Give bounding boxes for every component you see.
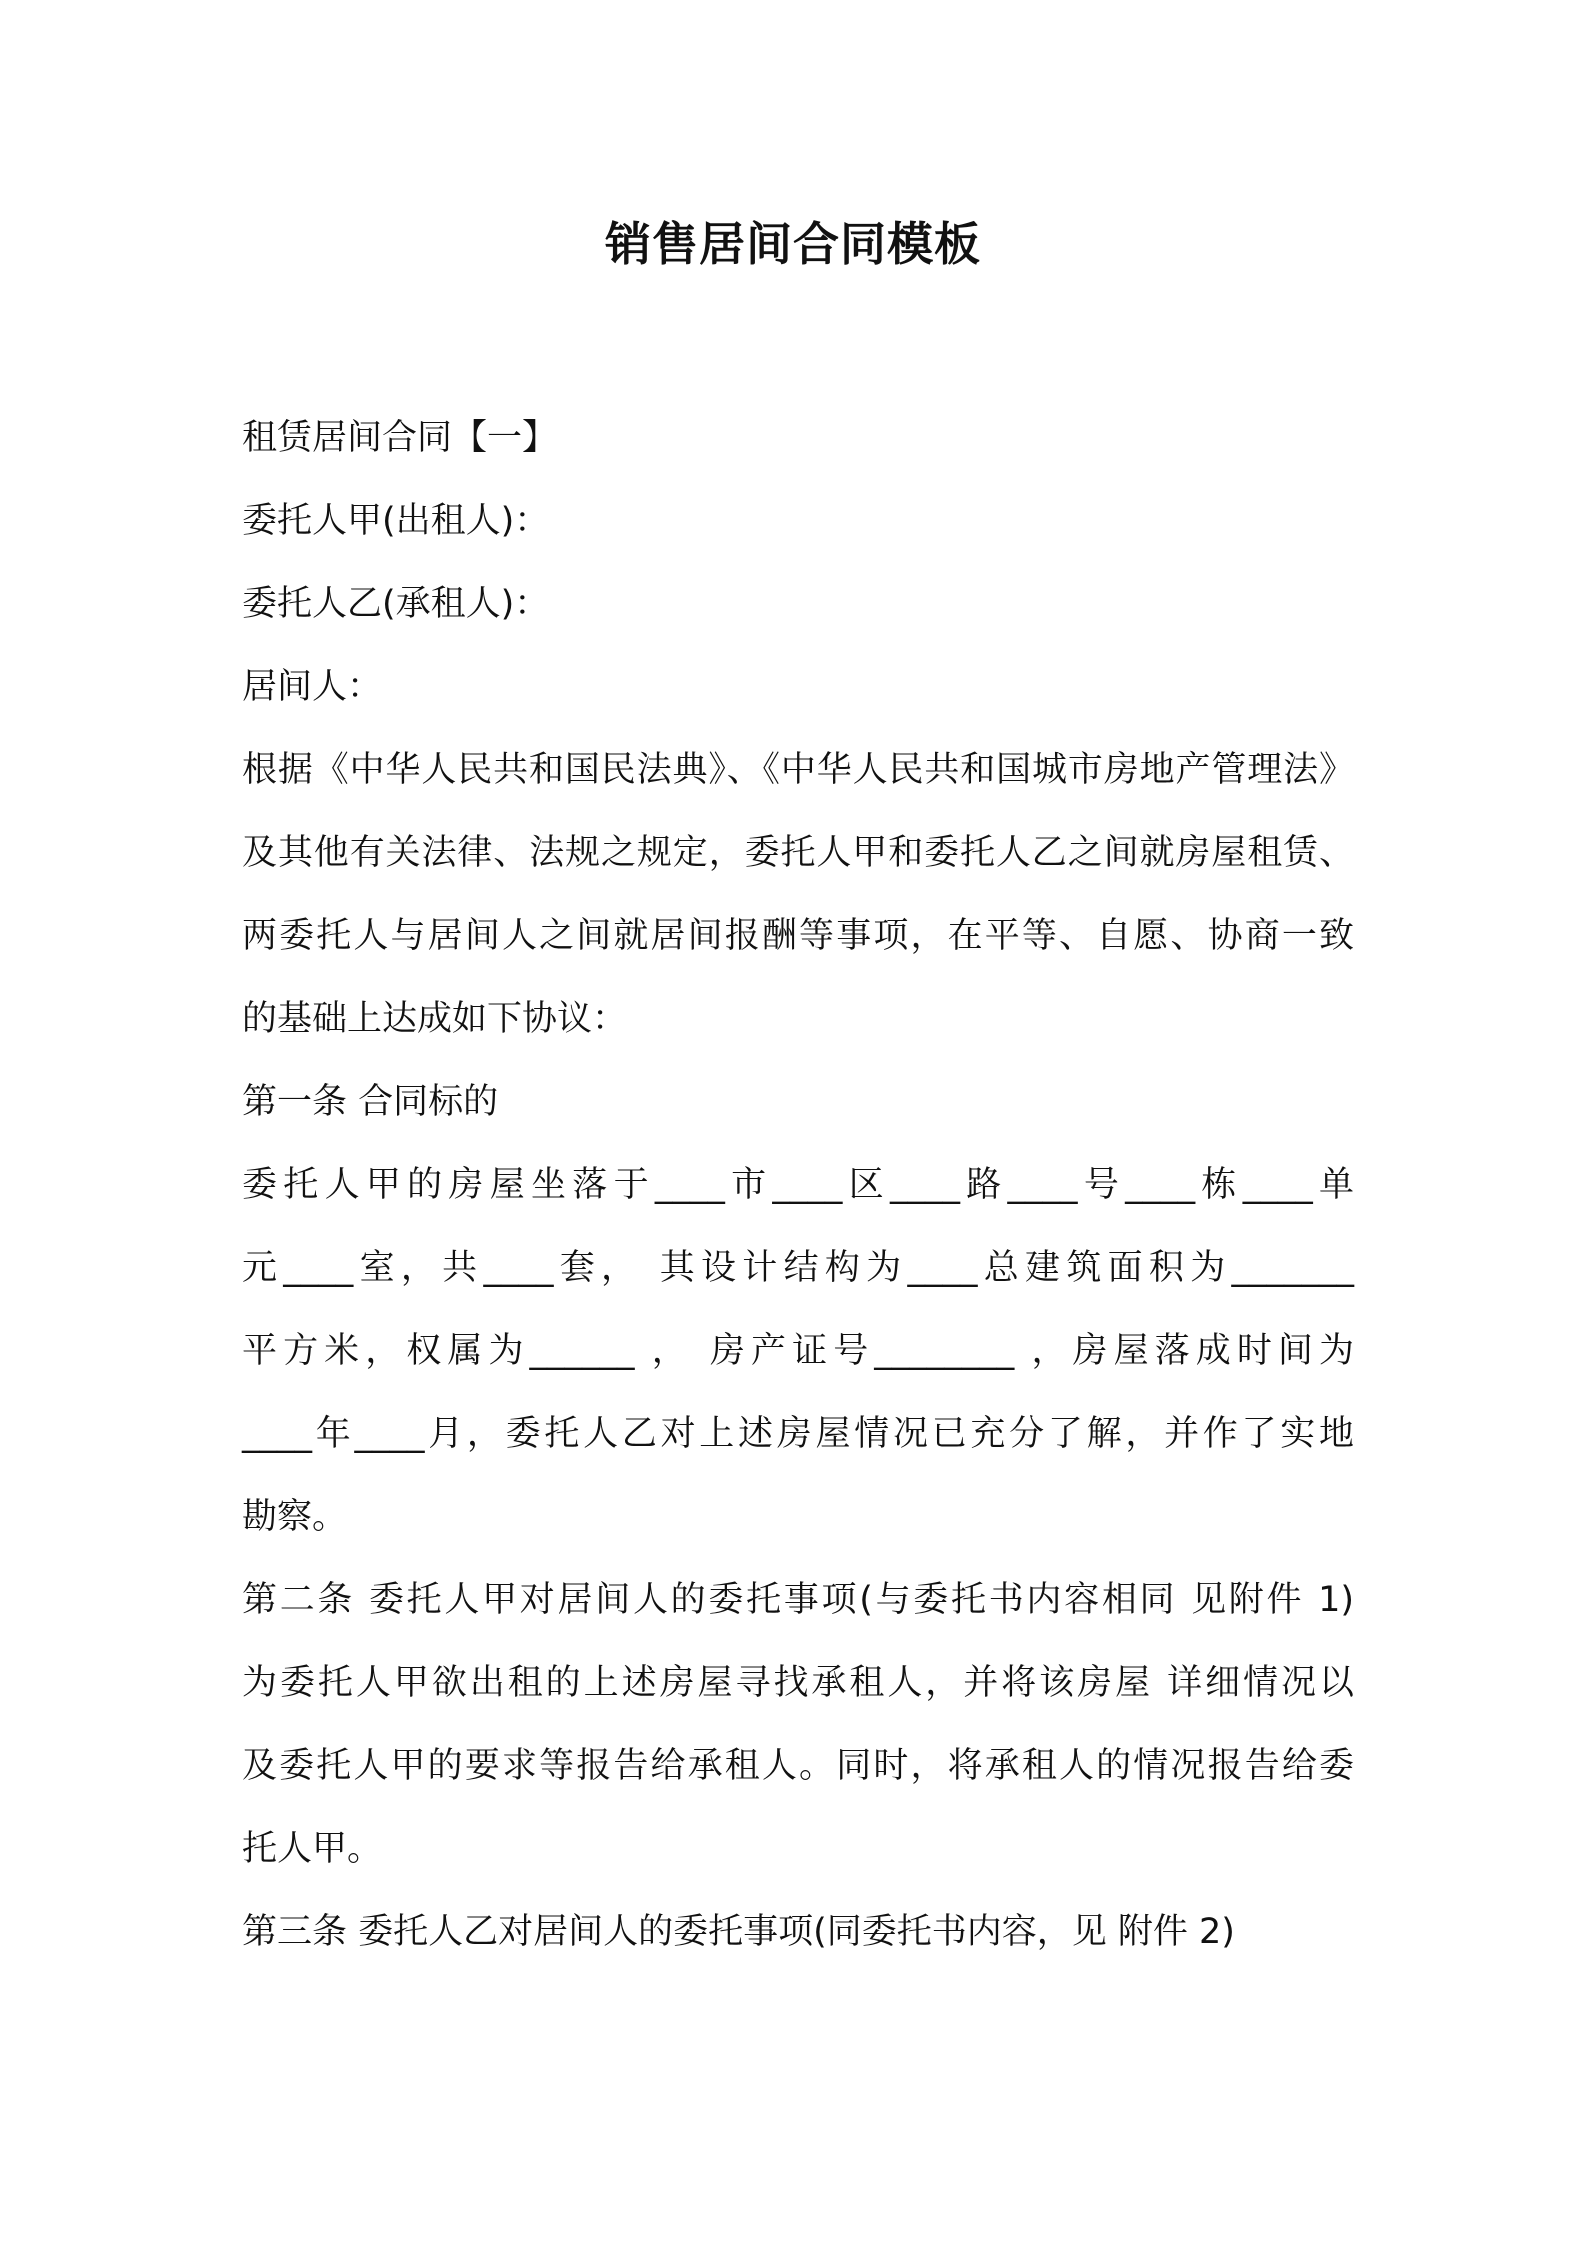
- document-body: [242, 397, 1354, 1974]
- article-1-line: 勘察。: [242, 1497, 348, 1537]
- article-1-line: 平方米，权属为______ ， 房产证号________ ，房屋落成时间为: [242, 1331, 1354, 1371]
- article-2-line: 托人甲。: [242, 1829, 383, 1869]
- article-2-heading: 第二条 委托人甲对居间人的委托事项(与委托书内容相同 见附件 1): [242, 1580, 1354, 1620]
- party-b-line: 委托人乙(承租人)：: [242, 584, 550, 624]
- article-1-line: ____年____月，委托人乙对上述房屋情况已充分了解，并作了实地: [242, 1414, 1354, 1454]
- article-1-line: 元____室，共____套， 其设计结构为____总建筑面积为_______: [242, 1248, 1354, 1288]
- section-heading: 租赁居间合同【一】: [242, 418, 558, 458]
- article-3-heading: 第三条 委托人乙对居间人的委托事项(同委托书内容，见 附件 2): [242, 1912, 1235, 1952]
- article-2-line: 及委托人甲的要求等报告给承租人。同时，将承租人的情况报告给委: [242, 1746, 1354, 1786]
- preamble-line: 的基础上达成如下协议：: [242, 999, 628, 1039]
- article-1-heading: 第一条 合同标的: [242, 1082, 499, 1122]
- preamble-line: 两委托人与居间人之间就居间报酬等事项，在平等、自愿、协商一致: [242, 916, 1354, 956]
- article-1-line: 委托人甲的房屋坐落于____市____区____路____号____栋____单: [242, 1165, 1354, 1205]
- party-a-line: 委托人甲(出租人)：: [242, 501, 550, 541]
- intermediary-line: 居间人：: [242, 667, 383, 707]
- document-title: 销售居间合同模板: [605, 217, 981, 271]
- preamble-line: 及其他有关法律、法规之规定，委托人甲和委托人乙之间就房屋租赁、: [242, 833, 1354, 873]
- preamble-line: 根据《中华人民共和国民法典》、《中华人民共和国城市房地产管理法》: [242, 750, 1354, 790]
- article-2-line: 为委托人甲欲出租的上述房屋寻找承租人，并将该房屋 详细情况以: [242, 1663, 1354, 1703]
